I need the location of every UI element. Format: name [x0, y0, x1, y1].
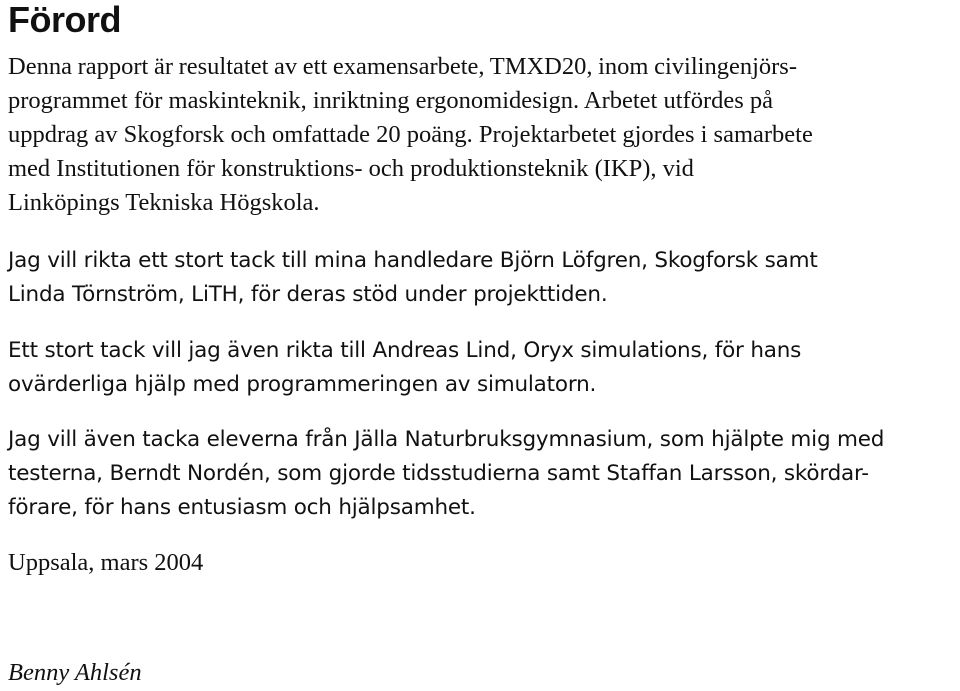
- paragraph-line: Ett stort tack vill jag även rikta till Andreas Lind, Oryx simulations, för hans: [8, 338, 802, 363]
- paragraph-line: Linda Törnström, LiTH, för deras stöd under projekttiden.: [8, 282, 608, 307]
- paragraph-line: ovärderliga hjälp med programmeringen av simulatorn.: [8, 372, 597, 397]
- paragraph-line: testerna, Berndt Nordén, som gjorde tidsstudierna samt Staffan Larsson, skördar-: [8, 461, 869, 486]
- paragraph-line: Denna rapport är resultatet av ett examensarbete, TMXD20, inom civilingenjörs-: [8, 53, 797, 80]
- paragraph-line: Jag vill rikta ett stort tack till mina handledare Björn Löfgren, Skogforsk samt: [8, 248, 818, 273]
- paragraph-line: med Institutionen för konstruktions- och produktionsteknik (IKP), vid: [8, 155, 694, 182]
- paragraph-line: Jag vill även tacka eleverna från Jälla Naturbruksgymnasium, som hjälpte mig med: [8, 427, 885, 452]
- paragraph-line: programmet för maskinteknik, inriktning ergonomidesign. Arbetet utfördes på: [8, 87, 774, 114]
- paragraph-line: uppdrag av Skogforsk och omfattade 20 poäng. Projektarbetet gjordes i samarbete: [8, 121, 813, 148]
- page-title: Förord: [8, 0, 121, 40]
- paragraph-line: Linköpings Tekniska Högskola.: [8, 189, 320, 216]
- place-and-date: Uppsala, mars 2004: [8, 549, 204, 576]
- author-signature: Benny Ahlsén: [8, 659, 142, 686]
- paragraph-line: förare, för hans entusiasm och hjälpsamhet.: [8, 495, 476, 520]
